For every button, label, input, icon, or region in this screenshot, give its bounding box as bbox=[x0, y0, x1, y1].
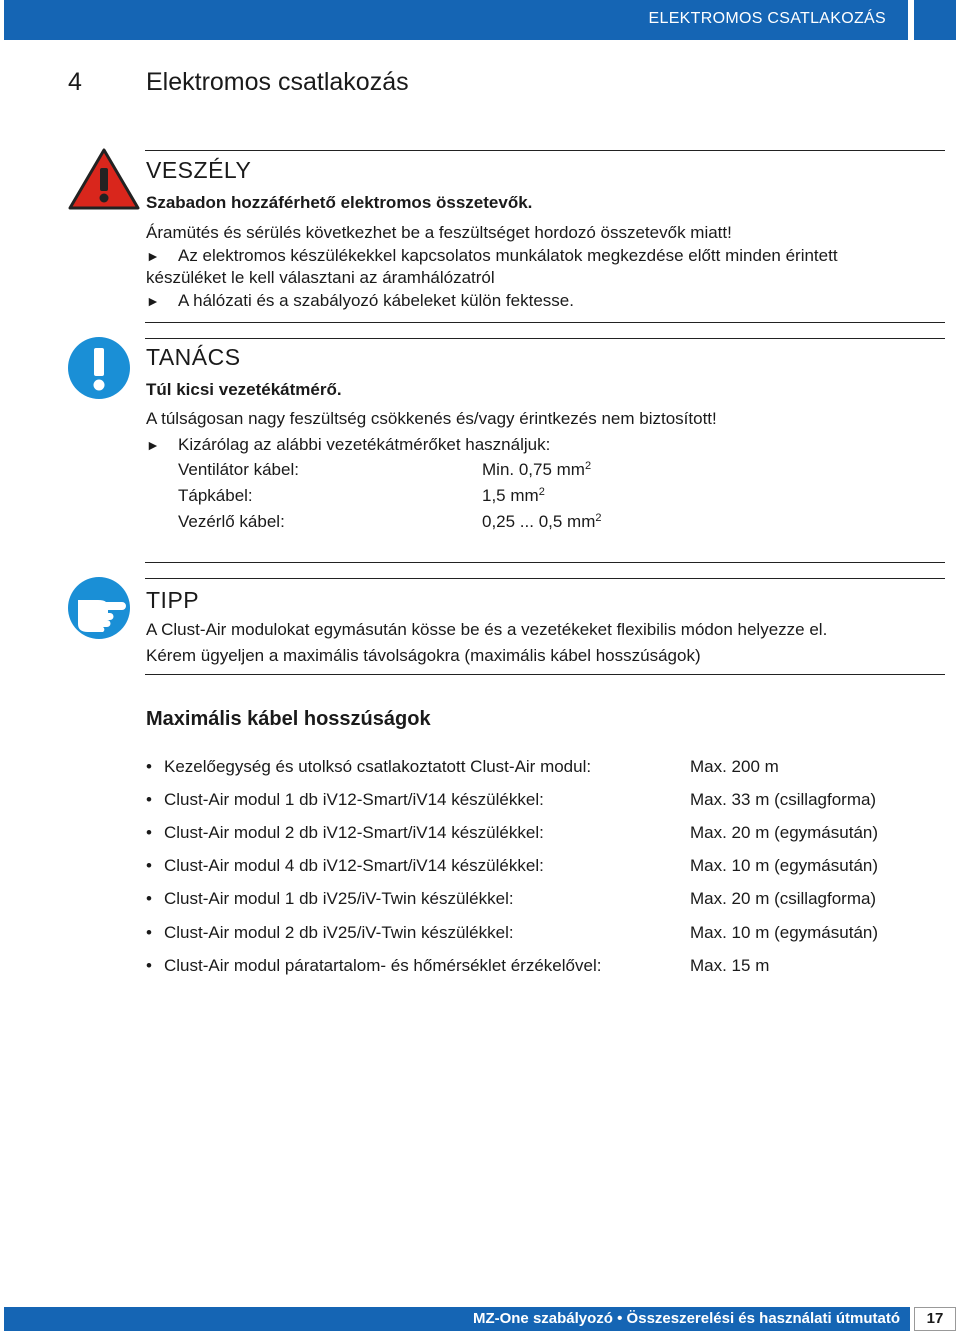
tip-line-1: A Clust-Air modulokat egymásután kösse be és a vezetékeket flexibilis módon helyezze el. bbox=[146, 620, 828, 639]
tip-title: TIPP bbox=[146, 587, 200, 613]
danger-bottom-rule bbox=[145, 322, 945, 323]
danger-subtitle: Szabadon hozzáférhető elektromos összetevők. bbox=[146, 193, 533, 212]
pointing-hand-icon bbox=[68, 577, 130, 639]
list-item: • Kezelőegység és utolksó csatlakoztatott Clust-Air modul: Max. 200 m bbox=[146, 757, 779, 776]
list-item: • Clust-Air modul 1 db iV25/iV-Twin készülékkel: Max. 20 m (csillagforma) bbox=[146, 889, 877, 908]
footer-text: MZ-One szabályozó • Összeszerelési és használati útmutató bbox=[472, 1310, 900, 1327]
arrow-right-icon: ► bbox=[146, 248, 160, 264]
list-item: • Clust-Air modul 2 db iV25/iV-Twin készülékkel: Max. 10 m (egymásután) bbox=[146, 923, 879, 942]
warning-triangle-icon bbox=[68, 148, 140, 210]
tip-top-rule bbox=[145, 578, 945, 579]
footer-bar bbox=[4, 1307, 910, 1331]
max-lengths-title: Maximális kábel hosszúságok bbox=[146, 708, 431, 730]
tip-line-2: Kérem ügyeljen a maximális távolságokra (maximális kábel hosszúságok) bbox=[146, 646, 701, 665]
danger-step-1: ► Az elektromos készülékekkel kapcsolatos munkálatok megkezdése előtt minden érintett készüléket le kell választani az áramhálózatról bbox=[146, 246, 838, 287]
header-section-title: ELEKTROMOS CSATLAKOZÁS bbox=[648, 10, 886, 27]
danger-title: VESZÉLY bbox=[146, 157, 252, 183]
header-tab bbox=[914, 0, 956, 40]
exclamation-circle-icon bbox=[68, 337, 130, 399]
cable-label: Tápkábel: bbox=[178, 486, 253, 505]
cable-label: Ventilátor kábel: bbox=[178, 460, 299, 479]
advice-step-1: ► Kizárólag az alábbi vezetékátmérőket használjuk: bbox=[146, 435, 551, 454]
chapter-heading bbox=[68, 68, 409, 97]
arrow-right-icon: ► bbox=[146, 437, 160, 453]
chapter-number: 4 bbox=[68, 68, 82, 96]
cable-label: Vezérlő kábel: bbox=[178, 512, 285, 531]
list-item: • Clust-Air modul páratartalom- és hőmérséklet érzékelővel: Max. 15 m bbox=[146, 956, 770, 975]
list-item: • Clust-Air modul 2 db iV12-Smart/iV14 készülékkel: Max. 20 m (egymásután) bbox=[146, 823, 879, 842]
advice-top-rule bbox=[145, 338, 945, 339]
header-bar bbox=[4, 0, 908, 40]
cable-value: 1,5 $mm^2$ bbox=[482, 486, 545, 505]
page-number: 17 bbox=[926, 1310, 944, 1327]
cable-value: 0,25 ... 0,5 $mm^2$ bbox=[482, 512, 602, 531]
advice-title: TANÁCS bbox=[146, 344, 241, 370]
advice-bottom-rule bbox=[145, 562, 945, 563]
advice-text: A túlságosan nagy feszültség csökkenés és/vagy érintkezés nem biztosított! bbox=[146, 409, 717, 428]
chapter-title: Elektromos csatlakozás bbox=[146, 68, 409, 96]
danger-top-rule bbox=[145, 150, 945, 151]
arrow-right-icon: ► bbox=[146, 293, 160, 309]
cable-value: Min. 0,75 $mm^2$ bbox=[482, 460, 592, 479]
list-item: • Clust-Air modul 1 db iV12-Smart/iV14 készülékkel: Max. 33 m (csillagforma) bbox=[146, 790, 877, 809]
advice-subtitle: Túl kicsi vezetékátmérő. bbox=[146, 380, 342, 399]
danger-text: Áramütés és sérülés következhet be a feszültséget hordozó összetevők miatt! bbox=[146, 223, 732, 242]
danger-step-2: ► A hálózati és a szabályozó kábeleket külön fektesse. bbox=[146, 291, 574, 310]
page-number-box bbox=[914, 1307, 956, 1331]
list-item: • Clust-Air modul 4 db iV12-Smart/iV14 készülékkel: Max. 10 m (egymásután) bbox=[146, 856, 879, 875]
tip-bottom-rule bbox=[145, 674, 945, 675]
